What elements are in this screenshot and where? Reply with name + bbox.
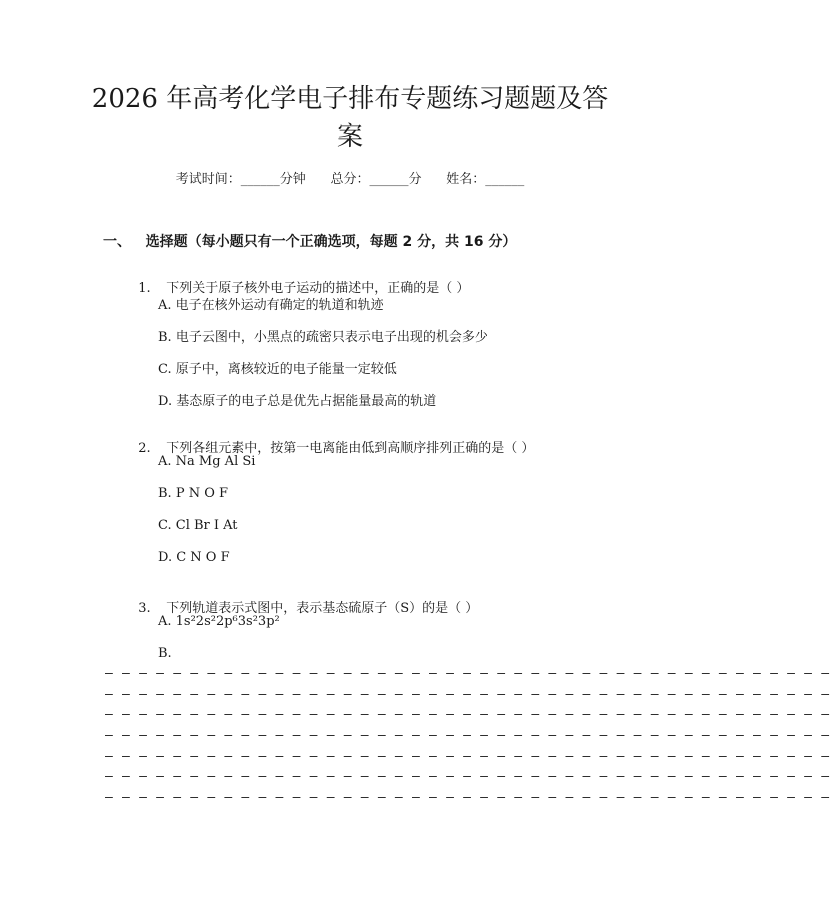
- option-3b: B.: [158, 646, 172, 661]
- option-1a: A. 电子在核外运动有确定的轨道和轨迹: [158, 298, 384, 313]
- dash-line: — — — — — — — — — — — — — — — — — — — — — — — — — — — — — — — — — — — — — — — — — — —: [105, 769, 830, 785]
- answer-dash-lines: [105, 666, 830, 811]
- dash-line: — — — — — — — — — — — — — — — — — — — — — — — — — — — — — — — — — — — — — — — — — — —: [105, 748, 830, 764]
- dash-line: — — — — — — — — — — — — — — — — — — — — — — — — — — — — — — — — — — — — — — — — — — —: [105, 790, 830, 806]
- question-text: 下列轨道表示式图中，表示基态硫原子（S）的是（ ）: [166, 601, 479, 616]
- dash-line: — — — — — — — — — — — — — — — — — — — — — — — — — — — — — — — — — — — — — — — — — — —: [105, 707, 830, 723]
- dash-line: — — — — — — — — — — — — — — — — — — — — — — — — — — — — — — — — — — — — — — — — — — —: [105, 686, 830, 702]
- question-text: 下列关于原子核外电子运动的描述中，正确的是（ ）: [166, 281, 470, 296]
- option-2a: A. Na Mg Al Si: [158, 454, 256, 469]
- option-1b: B. 电子云图中，小黑点的疏密只表示电子出现的机会多少: [158, 330, 488, 345]
- dash-line: — — — — — — — — — — — — — — — — — — — — — — — — — — — — — — — — — — — — — — — — — — —: [105, 666, 830, 681]
- question-text: 下列各组元素中，按第一电离能由低到高顺序排列正确的是（ ）: [166, 441, 535, 456]
- question-number: 3.: [138, 601, 151, 616]
- option-2b: B. P N O F: [158, 486, 229, 501]
- option-2d: D. C N O F: [158, 550, 230, 565]
- section-heading: 一、 选择题（每小题只有一个正确选项，每题 2 分，共 16 分）: [103, 234, 517, 250]
- document-title-line1: 2026 年高考化学电子排布专题练习题题及答: [91, 84, 609, 114]
- exam-meta-line: 考试时间：______分钟 总分：______分 姓名：______: [175, 172, 525, 187]
- option-2c: C. Cl Br I At: [158, 518, 238, 533]
- dash-line: — — — — — — — — — — — — — — — — — — — — — — — — — — — — — — — — — — — — — — — — — — —: [105, 728, 830, 744]
- option-3a: A. 1s²2s²2p⁶3s²3p²: [158, 614, 280, 629]
- option-1d: D. 基态原子的电子总是优先占据能量最高的轨道: [158, 394, 437, 409]
- option-1c: C. 原子中，离核较近的电子能量一定较低: [158, 362, 397, 377]
- question-number: 1.: [138, 281, 151, 296]
- question-2: [130, 422, 534, 456]
- question-3: [130, 582, 478, 616]
- question-1: [130, 262, 469, 296]
- document-title-line2: 案: [336, 122, 363, 152]
- document-title: [90, 80, 610, 156]
- question-number: 2.: [138, 441, 151, 456]
